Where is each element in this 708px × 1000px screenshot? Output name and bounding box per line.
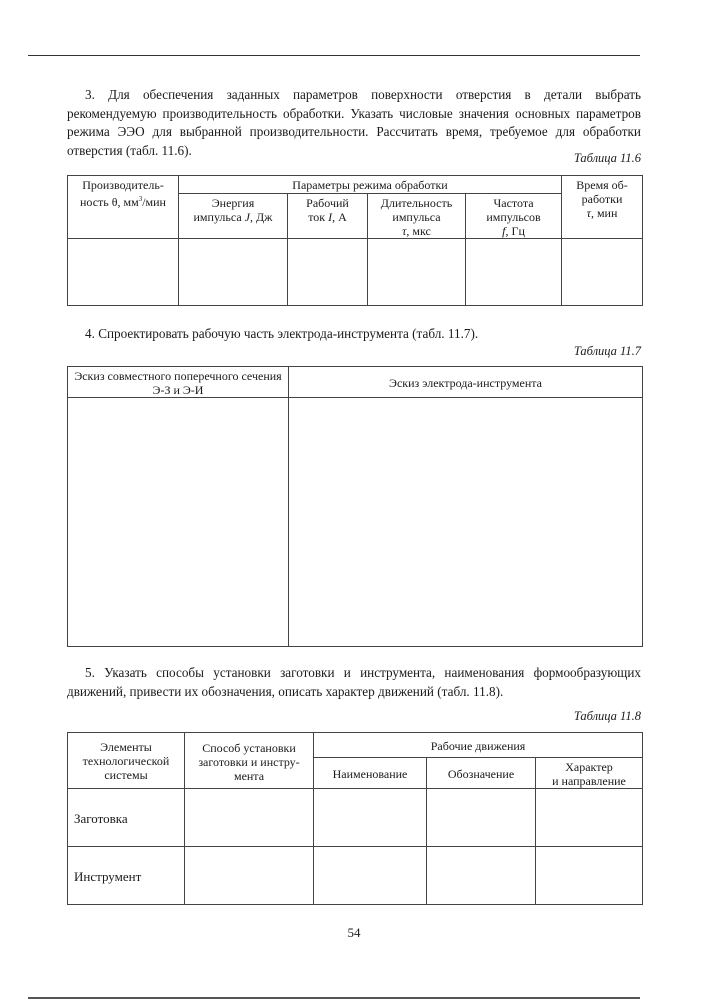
header-motion-character: Характер и направление (536, 758, 643, 789)
table-row (68, 847, 643, 905)
header-mode-params: Параметры режима обработки (179, 176, 562, 194)
cell-workpiece-motion-name[interactable] (314, 789, 427, 847)
cell-tool-motion-name[interactable] (314, 847, 427, 905)
table-11-7-caption: Таблица 11.7 (573, 344, 641, 358)
table-11-6-caption: Таблица 11.6 (573, 151, 641, 165)
cell-workpiece-character[interactable] (536, 789, 643, 847)
table-11-8-caption: Таблица 11.8 (573, 709, 641, 723)
header-mounting-method: Способ установки заготовки и инстру- мента (185, 733, 314, 789)
header-system-elements: Элементы технологической системы (68, 733, 185, 789)
cell-current[interactable] (288, 239, 368, 306)
cell-duration[interactable] (368, 239, 466, 306)
cell-tool-mounting[interactable] (185, 847, 314, 905)
section-3-text: 3. Для обеспечения заданных параметров поверхности отверстия в детали выбрать рекомендуемую производительность обработки. Указать числовые значения основных параметров режима ЭЭО для выбранной производительности. Рассчитать время, требуемое для обработки отверстия (табл. 11.6). (67, 87, 641, 158)
cell-productivity[interactable] (68, 239, 179, 306)
row-label-workpiece: Заготовка (68, 789, 185, 847)
cell-workpiece-mounting[interactable] (185, 789, 314, 847)
header-productivity: Производитель- ность θ, $мм^3$/мин (68, 176, 179, 239)
table-row (68, 789, 643, 847)
header-motion-name: Наименование (314, 758, 427, 789)
cell-electrode-sketch[interactable] (289, 398, 643, 647)
page-number: 54 (347, 925, 361, 940)
header-joint-section-sketch: Эскиз совместного поперечного сечения Э-З и Э-И (68, 367, 289, 398)
table-row (68, 239, 643, 306)
header-motion-designation: Обозначение (427, 758, 536, 789)
cell-time[interactable] (562, 239, 643, 306)
header-processing-time: Время об- работки τ, мин (562, 176, 643, 239)
cell-energy[interactable] (179, 239, 288, 306)
header-pulse-duration: Длительность импульса τ, мкс (368, 194, 466, 239)
table-11-7 (67, 366, 643, 647)
header-pulse-frequency: Частота импульсов f, Гц (466, 194, 562, 239)
header-working-current: Рабочий ток I, А (288, 194, 368, 239)
top-rule (28, 55, 640, 56)
cell-frequency[interactable] (466, 239, 562, 306)
section-4-text: 4. Спроектировать рабочую часть электрода-инструмента (табл. 11.7). (85, 326, 479, 341)
section-5-text: 5. Указать способы установки заготовки и инструмента, наименования формообразующих движений, привести их обозначения, описать характер движений (табл. 11.8). (67, 665, 641, 699)
table-row (68, 398, 643, 647)
cell-tool-designation[interactable] (427, 847, 536, 905)
header-pulse-energy: Энергия импульса J, Дж (179, 194, 288, 239)
bottom-rule (28, 997, 640, 999)
cell-joint-section-sketch[interactable] (68, 398, 289, 647)
table-11-8 (67, 732, 643, 905)
header-electrode-sketch: Эскиз электрода-инструмента (289, 367, 643, 398)
table-11-6 (67, 175, 643, 306)
row-label-tool: Инструмент (68, 847, 185, 905)
cell-workpiece-designation[interactable] (427, 789, 536, 847)
header-working-motions: Рабочие движения (314, 733, 643, 758)
cell-tool-character[interactable] (536, 847, 643, 905)
